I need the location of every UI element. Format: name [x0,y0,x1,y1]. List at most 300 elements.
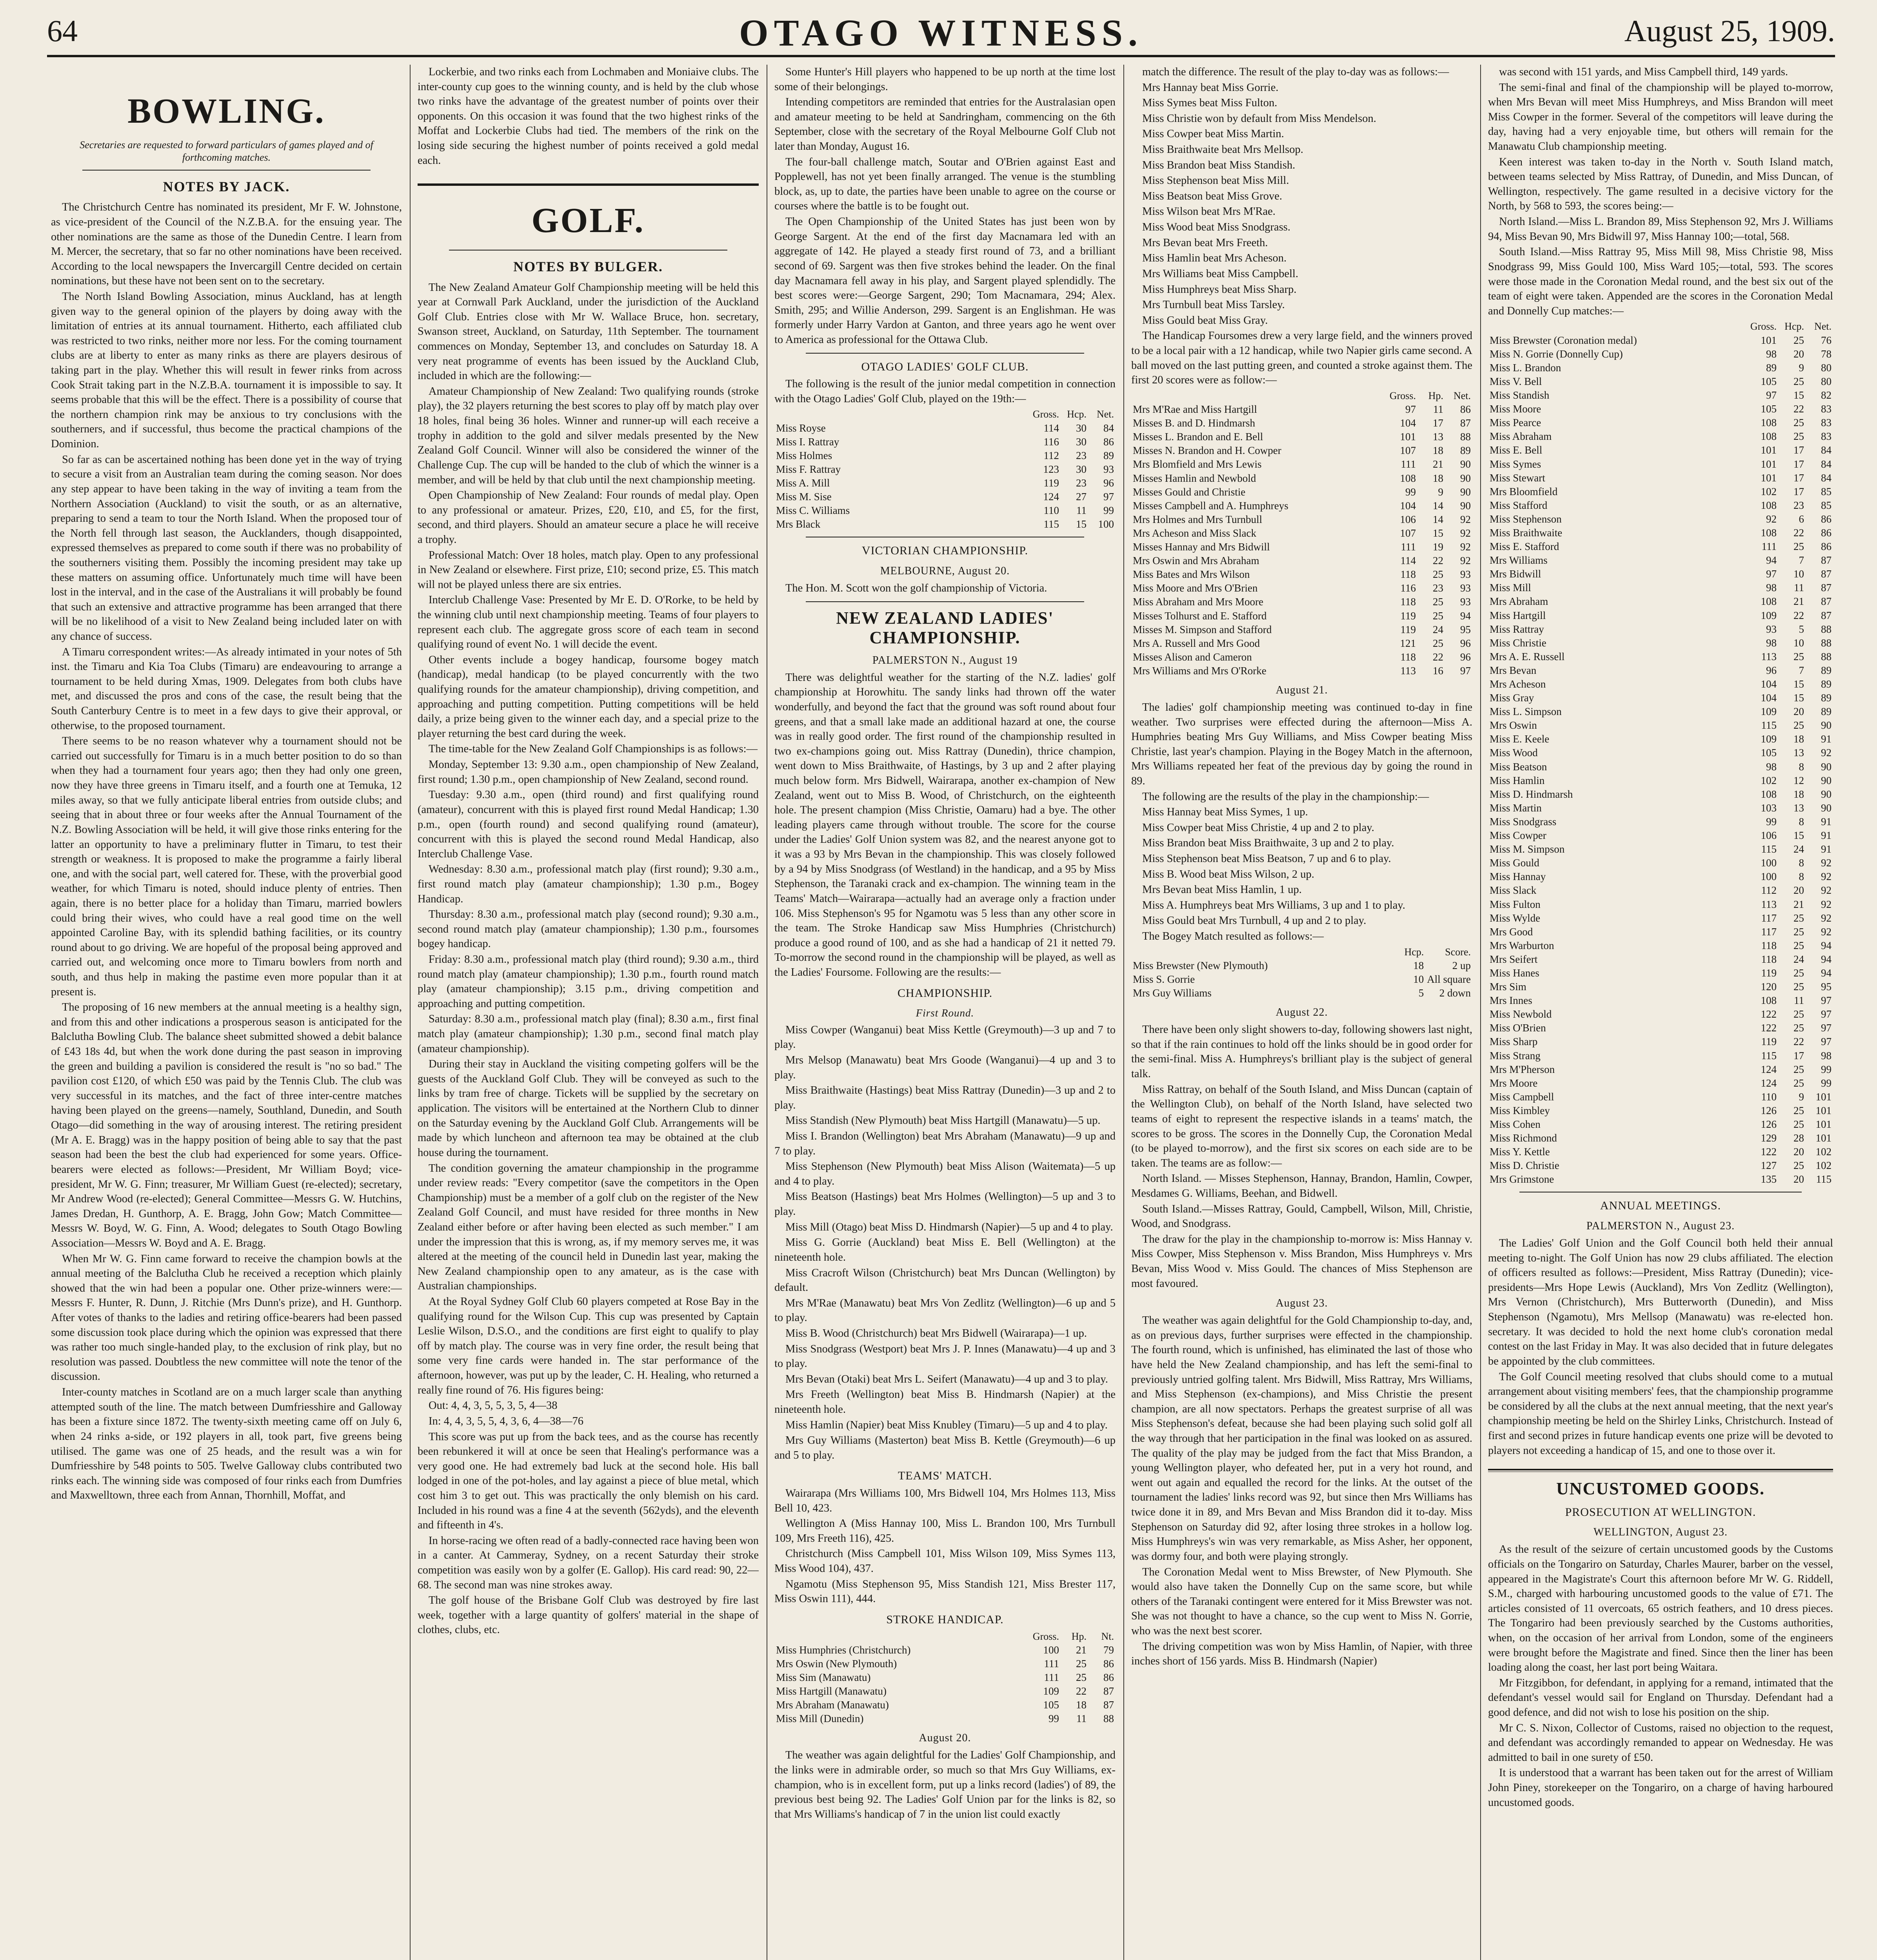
score-cell: 98 [1766,637,1777,649]
score-cell: 25 [1793,1008,1804,1020]
player-name: Mrs Good [1490,926,1533,938]
score-cell: 95 [1821,981,1832,993]
paragraph: Miss Beatson (Hastings) beat Mrs Holmes (Wellington)—5 up and 3 to play. [774,1191,1116,1218]
ladies-medal-table [774,408,1116,531]
score-cell: 111 [1761,541,1777,553]
table-row [1488,581,1833,595]
score-cell: 126 [1761,1104,1777,1116]
player-name: Miss Sim (Manawatu) [776,1671,871,1683]
score-cell: 111 [1044,1671,1059,1683]
divider [806,601,1084,602]
score-cell: 23 [1433,582,1443,594]
customs-article [1488,1542,1833,1810]
score-cell: 25 [1793,939,1804,951]
player-name: Mrs Abraham (Manawatu) [776,1699,889,1711]
score-cell: 25 [1793,334,1804,346]
column-golf [418,65,759,1960]
table-row [1131,457,1472,471]
score-cell: 97 [1405,403,1416,416]
score-cell: 83 [1821,430,1832,443]
table-row [1488,1063,1833,1076]
score-cell: 108 [1761,526,1777,539]
player-name: Miss Moore [1490,403,1541,415]
paragraph: Miss Snodgrass (Westport) beat Mrs J. P. Innes (Manawatu)—4 up and 3 to play. [774,1343,1116,1370]
score-cell: 106 [1761,829,1777,842]
score-cell: 122 [1761,1022,1777,1034]
score-cell: 84 [1821,458,1832,470]
player-name: Mrs Acheson and Miss Slack [1133,527,1256,539]
score-cell: 103 [1761,802,1777,814]
score-cell: 16 [1433,664,1443,677]
score-cell: 87 [1821,568,1832,580]
score-cell: 108 [1761,595,1777,608]
score-cell: 86 [1460,403,1471,416]
player-name: Mrs Warburton [1490,939,1554,951]
score-cell: 90 [1821,774,1832,786]
score-cell: 94 [1821,967,1832,979]
player-name: Miss E. Stafford [1490,541,1559,553]
score-cell: 17 [1793,472,1804,484]
score-cell: 20 [1793,1146,1804,1158]
table-row [1488,567,1833,581]
table-row [1131,472,1472,485]
player-name: Miss Royse [776,422,826,434]
subhead-notes-by-jack: NOTES BY JACK. [163,178,290,194]
score-cell: 124 [1761,1063,1777,1075]
table-row [1488,939,1833,953]
score-cell: 126 [1761,1118,1777,1131]
paragraph: Tuesday: 9.30 a.m., open (third round) and first qualifying round (amateur), concurrent with this is played first round Medal Handicap; 1.30 p.m., open (fourth round) and second qualifying round (amateur), concurrent with this is played the second round Medal Handicap, also Interclub Challenge Vase. [418,789,759,860]
results-list [1131,80,1472,328]
paragraph: Mr Fitzgibbon, for defendant, in applying for a remand, intimated that the defendant's vessel would sail for England on Thursday. Defendant had a good defence, and did not wish to lose his position on the ship. [1488,1677,1833,1719]
score-cell: 20 [1793,884,1804,897]
paragraph: The proposing of 16 new members at the annual meeting is a healthy sign, and from this and other indications a prosperous season is anticipated for the Balclutha Bowling Club. The balance sheet submitted showed a debit balance of £43 18s 4d, but when the work done during the past season in improving the green and building a pavilion is considered the result is "no so bad." The pavilion cost £120, of which £50 was paid by the Tennis Club. The club was very successful in its matches, and the fact of three inter-centre matches having been played on the greens—namely, Southland, Dunedin, and South Otago—did something in the way of arousing interest. The retiring president (Mr A. E. Bragg) was in the happy position of being able to say that the past season had been the best the club had experienced for some years. Office-bearers were elected as follows:—President, Mr William Boyd; vice-president, Mr W. G. Finn; treasurer, Mr William Guest (re-elected); secretary, Mr Andrew Wood (re-elected); General Committee—Messrs G. W. Hutchins, James Dredan, H. Gunthorp, A. E. Bragg, John Gow; Match Committee—Messrs W. Boyd, W. G. Finn, A. Wood; delegates to South Otago Bowling Association—Messrs W. Boyd and A. E. Bragg. [51,1001,402,1249]
player-name: Misses Tolhurst and E. Stafford [1133,610,1267,622]
player-name: Miss Wylde [1490,912,1541,924]
player-name: Miss Abraham [1490,430,1552,443]
score-cell: 11 [1433,403,1443,416]
player-name: Misses Gould and Christie [1133,486,1246,498]
score-cell: 18 [1793,788,1804,800]
score-cell: 92 [1821,871,1832,883]
paragraph: Other events include a bogey handicap, foursome bogey match (handicap), medal handicap (to be played concurrently with the two qualifying rounds for the amateur championship), driving competition, and approaching and putting competition. Putting competitions will be held daily, a prize being given to the winner each day, and a special prize to the player returning the best card during the week. [418,653,759,740]
score-cell: 92 [1821,926,1832,938]
teams-match-heading: TEAMS' MATCH. [898,1469,992,1483]
score-cell: 12 [1793,774,1804,786]
score-cell: 113 [1761,898,1777,910]
score-cell: 25 [1793,650,1804,662]
player-name: Miss Hartgill [1490,609,1546,621]
score-cell: 106 [1400,513,1416,525]
score-cell: 98 [1766,348,1777,360]
prosecution-subhead: PROSECUTION AT WELLINGTON. [1565,1505,1756,1519]
score-cell: 90 [1821,760,1832,773]
score-cell: 13 [1433,431,1443,443]
table-row [1488,788,1833,801]
score-cell: 100 [1098,518,1114,530]
score-cell: 107 [1400,445,1416,457]
score-cell: 18 [1433,445,1443,457]
table-row [1488,499,1833,512]
paragraph: Miss Cowper beat Miss Christie, 4 up and 2 to play. [1142,821,1374,834]
score-cell: 108 [1761,995,1777,1007]
table-row [774,1698,1116,1712]
paragraph: Mrs Hannay beat Miss Gorrie. [1142,81,1279,94]
table-row [1488,829,1833,842]
annual-article [1488,1236,1833,1458]
column-header: Hp. [1428,390,1443,401]
score-cell: 112 [1761,884,1777,897]
table-row [774,1684,1116,1698]
score-cell: 101 [1815,1118,1832,1131]
player-name: Miss D. Hindmarsh [1490,788,1573,800]
score-cell: 97 [1821,1022,1832,1034]
article-continuation [1131,65,1472,80]
column-medals-customs [1488,65,1833,1960]
paragraph: Miss A. Humphreys beat Mrs Williams, 3 up and 1 to play. [1142,899,1405,911]
score-cell: 122 [1761,1008,1777,1020]
column-header: Gross. [1389,390,1416,401]
dateline: August 21. [1276,684,1328,696]
score-cell: 5 [1799,623,1804,635]
table-row [1488,1076,1833,1090]
score-cell: 116 [1043,436,1059,448]
score-cell: 25 [1793,926,1804,938]
score-cell: 86 [1103,1671,1114,1683]
score-cell: 115 [1761,1049,1777,1062]
paragraph: As the result of the seizure of certain uncustomed goods by the Customs officials on the Tongariro on Saturday, Charles Maurer, barber on the vessel, appeared in the Magistrate's Court this afternoon before Mr W. G. Riddell, S.M., charged with harbouring uncustomed goods to the value of £71. The articles consisted of 11 overcoats, 65 ostrich feathers, and 10 dress pieces. The Tongariro had been previously searched by the Customs authorities, when, on the occasion of her arrival from London, some of the engineers were brought before the Magistrate and fined. Since then the liner has been loading along the coast, her last port being Waitara. [1488,1543,1833,1674]
paragraph: North Island.—Miss L. Brandon 89, Miss Stephenson 92, Mrs J. Williams 94, Miss Bevan 90, Mrs Bidwill 97, Miss Hannay 100;—total, 568. [1488,216,1833,243]
score-cell: 91 [1821,829,1832,842]
score-cell: 109 [1761,609,1777,621]
table-header-row [1131,389,1472,403]
divider [82,170,371,171]
paragraph: When Mr W. G. Finn came forward to receive the champion bowls at the annual meeting of the Balclutha Club he received a reception which plainly showed that the win had been a popular one. Other prize-winners were:—Messrs F. Hunter, R. Dunn, J. Ritchie (Mrs Dunn's prize), and H. Gunthorp. After votes of thanks to the ladies and retiring office-bearers had been passed some discussion took place during which the opinion was expressed that there was rather too much single-handed play, to the exclusion of rink play, but no resolution was passed. Doubtless the new committee will note the tenor of the discussion. [51,1252,402,1383]
score-cell: 113 [1761,650,1777,662]
player-name: Mrs Bloomfield [1490,485,1558,497]
player-name: Miss Moore and Mrs O'Brien [1133,582,1258,594]
score-cell: 91 [1821,815,1832,828]
score-cell: 90 [1460,458,1471,470]
score-cell: 129 [1761,1132,1777,1144]
score-cell: 76 [1821,334,1832,346]
score-cell: 109 [1761,706,1777,718]
column-divider [410,65,411,1960]
score-cell: 88 [1460,431,1471,443]
player-name: Miss Campbell [1490,1091,1554,1103]
score-cell: 84 [1821,444,1832,456]
table-row [1488,1021,1833,1035]
score-cell: 23 [1793,499,1804,511]
section-title-bowling: BOWLING. [127,92,325,131]
score-cell: 119 [1761,1036,1777,1048]
paragraph: Miss Rattray, on behalf of the South Island, and Miss Duncan (captain of the Wellington Club), on behalf of the North Island, have selected two teams of eight to represent the respective islands in a teams' match, the scores to be gross. The scores in the Donnelly Cup, the Coronation Medal (to be played to-morrow), and the first six scores on each side are to be taken. The teams are as follow:— [1131,1083,1472,1169]
score-cell: 100 [1761,857,1777,869]
paragraph: Keen interest was taken to-day in the North v. South Island match, between teams selected by Miss Rattray, of Dunedin, and Miss Duncan, of Wellington, respectively. The game resulted in a decisive victory for the North, by 568 to 593, the scores being:— [1488,156,1833,212]
table-row [1488,842,1833,856]
score-cell: 9 [1799,1091,1804,1103]
table-row [1131,499,1472,513]
score-cell: 80 [1821,375,1832,387]
table-row [1488,746,1833,760]
score-cell: 10 [1793,568,1804,580]
table-row [1131,664,1472,678]
table-row [1488,732,1833,746]
table-row [1488,361,1833,375]
score-cell: 22 [1793,609,1804,621]
player-name: Mrs Williams [1490,554,1548,566]
victorian-dateline: MELBOURNE, August 20. [880,565,1010,577]
score-cell: 104 [1761,678,1777,690]
score-cell: 18 [1076,1699,1087,1711]
uncustomed-goods-heading: UNCUSTOMED GOODS. [1556,1479,1765,1499]
paragraph: A Timaru correspondent writes:—As already intimated in your notes of 5th inst. the Timaru and Kia Toa Clubs (Timaru) are endeavouring to arrange a tournament to be held during Xmas, 1909. Delegates from both clubs have met, and discussed the pros and cons of the case, the result being that the South Canterbury Centre is to meet in a few days to give their approval, or otherwise, to the proposed tournament. [51,646,402,732]
score-cell: 108 [1761,788,1777,800]
bogey-intro: The Bogey Match resulted as follows:— [1142,930,1324,943]
score-cell: 25 [1793,1118,1804,1131]
score-cell: 92 [1460,513,1471,525]
stroke-handicap-table [774,1630,1116,1726]
score-cell: 89 [1821,664,1832,676]
table-row [1488,1090,1833,1104]
score-cell: 86 [1821,526,1832,539]
score-cell: All square [1427,973,1471,985]
score-cell: 78 [1821,348,1832,360]
paragraph: Lockerbie, and two rinks each from Lochmaben and Moniaive clubs. The inter-county cup goes to the winning county, and is held by the club whose two rinks have the advantage of the greatest number of points over their opponents. On this occasion it was found that the two highest rinks of the Moffat and Lockerbie Clubs had tied. The members of the rink on the losing side securing the highest number of points received a gold medal each. [418,66,759,167]
paragraph: Miss B. Wood (Christchurch) beat Mrs Bidwell (Wairarapa)—1 up. [785,1327,1087,1339]
score-cell: 88 [1821,623,1832,635]
player-name: Miss Braithwaite [1490,526,1563,539]
paragraph: Professional Match: Over 18 holes, match play. Open to any professional in New Zealand or elsewhere. First prize, £10; second prize, £5. This match will not be played unless there are six entries. [418,549,759,591]
score-cell: 93 [1103,463,1114,475]
score-cell: 93 [1766,623,1777,635]
score-cell: 111 [1401,541,1416,553]
table-row [774,1657,1116,1671]
score-cell: 101 [1815,1091,1832,1103]
score-cell: 101 [1761,334,1777,346]
paragraph: Miss Braithwaite beat Mrs Mellsop. [1142,143,1303,156]
score-cell: 105 [1761,375,1777,387]
score-cell: 11 [1076,1713,1087,1725]
score-cell: 89 [1460,445,1471,457]
paragraph: Mrs Turnbull beat Miss Tarsley. [1142,299,1285,311]
article-body [1131,1022,1472,1291]
score-cell: 2 up [1452,960,1471,971]
column-header: Net. [1453,390,1471,401]
score-cell: 24 [1433,623,1443,635]
score-cell: 15 [1793,389,1804,401]
score-cell: 87 [1821,554,1832,566]
score-cell: 92 [1460,527,1471,539]
score-cell: 110 [1043,505,1059,517]
paragraph: Miss Cracroft Wilson (Christchurch) beat Mrs Duncan (Wellington) by default. [774,1267,1116,1294]
table-row [1488,760,1833,774]
column-header: Hcp. [1404,946,1424,958]
score-cell: 82 [1821,389,1832,401]
score-cell: 116 [1400,582,1416,594]
score-cell: 99 [1766,815,1777,828]
nz-ladies-heading: NEW ZEALAND LADIES' CHAMPIONSHIP. [836,608,1054,648]
table-row [1488,388,1833,402]
score-cell: 15 [1076,518,1087,530]
table-row [1131,444,1472,457]
score-cell: 7 [1799,664,1804,676]
table-row [1488,1172,1833,1186]
score-cell: 22 [1433,651,1443,663]
score-cell: 14 [1433,513,1443,525]
paragraph: The time-table for the New Zealand Golf Championships is as follows:— [429,743,758,755]
score-cell: 92 [1821,857,1832,869]
player-name: Mrs Moore [1490,1077,1538,1089]
column-header: Net. [1814,321,1832,332]
score-cell: 22 [1793,526,1804,539]
score-cell: 86 [1103,436,1114,448]
score-cell: 101 [1815,1104,1832,1116]
player-name: Miss Sharp [1490,1036,1538,1048]
table-row [774,463,1116,476]
paragraph: Miss I. Brandon (Wellington) beat Mrs Abraham (Manawatu)—9 up and 7 to play. [774,1130,1116,1157]
score-cell: 91 [1821,733,1832,745]
player-name: Mrs Innes [1490,995,1532,1007]
score-cell: 87 [1103,1685,1114,1697]
score-cell: 25 [1793,1160,1804,1172]
column-divider [1480,65,1481,1960]
score-cell: 8 [1799,760,1804,773]
paragraph: Miss Humphreys beat Miss Sharp. [1142,283,1297,296]
article-continuation [418,65,759,168]
score-cell: 92 [1460,541,1471,553]
paragraph: Miss Standish (New Plymouth) beat Miss Hartgill (Manawatu)—5 up. [785,1114,1101,1127]
paragraph: The driving competition was won by Miss Hamlin, of Napier, with three inches short of 156 yards. Miss B. Hindmarsh (Napier) [1131,1640,1472,1668]
score-cell: 25 [1793,430,1804,443]
player-name: Miss Symes [1490,458,1541,470]
score-cell: 25 [1793,719,1804,731]
score-cell: 24 [1793,843,1804,855]
score-cell: 23 [1076,477,1087,489]
paragraph: Mrs Bevan beat Mrs Freeth. [1142,236,1268,249]
score-cell: 89 [1821,706,1832,718]
score-cell: 124 [1761,1077,1777,1089]
paragraph: The weather was again delightful for the Ladies' Golf Championship, and the links were in admirable order, so much so that Mrs Guy Williams, ex-champion, who is in excellent form, put up a links record (ladies') of 89, the previous best being 92. The Ladies' Golf Union par for the links is 82, so that Mrs Williams's handicap of 7 in the union list could exactly [774,1749,1116,1820]
table-row [1488,375,1833,388]
table-row [1488,898,1833,911]
table-row [1488,526,1833,540]
paragraph: Miss Beatson beat Miss Grove. [1142,190,1283,202]
championship-heading: CHAMPIONSHIP. [897,986,993,1000]
paragraph: The condition governing the amateur championship in the programme under review reads: "Every competitor (save the competitors in the Open Championship) must be a member of a golf club on the register of the New Zealand Golf Council, and must have resided for three months in New Zealand either before or after having been elected as such member." I am under the impression that this is wrong, as, if my memory serves me, it was altered at the meeting of the council held in Dunedin last year, making the New Zealand championship open to any amateur, as is the case with Australian championships. [418,1162,759,1292]
table-row [1488,416,1833,430]
score-cell: 105 [1043,1699,1059,1711]
paragraph: Mr C. S. Nixon, Collector of Customs, raised no objection to the request, and defendant was accordingly remanded to appear on Wednesday. He was admitted to bail in one surety of £50. [1488,1722,1833,1764]
paragraph: This score was put up from the back tees, and as the course has recently been rebunkered it will at once be seen that Healing's performance was a very good one. He had extremely bad luck at the second hole. His ball lodged in one of the pot-holes, and lay against a piece of blue metal, which cost him 3 to get out. This was practically the only blemish on his card. Included in his round was a fine 4 at the seventh (562yds), and the eleventh and fifteenth in 4's. [418,1430,759,1532]
player-name: Miss C. Williams [776,505,850,517]
victorian-heading: VICTORIAN CHAMPIONSHIP. [861,544,1028,557]
score-cell: 83 [1821,417,1832,429]
score-cell: 117 [1761,912,1777,924]
player-name: Mrs M'Rae and Miss Hartgill [1133,403,1257,416]
table-row [1488,347,1833,361]
score-cell: 108 [1400,472,1416,484]
article-body [1131,700,1472,804]
score-cell: 97 [1766,568,1777,580]
paragraph: Christchurch (Miss Campbell 101, Miss Wilson 109, Miss Symes 113, Miss Wood 104), 437. [774,1548,1116,1575]
table-row [1488,774,1833,788]
paragraph: The Ladies' Golf Union and the Golf Council both held their annual meeting to-night. The Golf Union has now 29 clubs affiliated. The election of officers resulted as follows:—President, Miss Rattray (Dunedin); vice-presidents—Mrs Hope Lewis (Auckland), Mrs Von Zedlitz (Wellington), Mrs Vernon (Christchurch), Mrs Butterworth (Dunedin), and Miss Stephenson (Ngamotu), Mrs Mellsop (Manawatu) was re-elected hon. secretary. It was decided to hold the next home club's coronation medal contest on the last Friday in May. It was also decided that in future delegates be appointed by the club committees. [1488,1237,1833,1367]
score-cell: 114 [1400,555,1416,567]
score-cell: 127 [1761,1160,1777,1172]
score-cell: 104 [1400,417,1416,429]
table-row [1131,609,1472,623]
player-name: Miss Gray [1490,692,1534,704]
score-cell: 119 [1761,967,1777,979]
score-cell: 85 [1821,499,1832,511]
table-row [774,1671,1116,1684]
table-row [774,421,1116,435]
score-cell: 25 [1793,1063,1804,1075]
player-name: Miss M. Sise [776,491,832,503]
table-row [1488,609,1833,622]
score-cell: 115 [1816,1173,1832,1185]
column-header: Gross. [1032,1630,1059,1642]
player-name: Mrs Oswin and Mrs Abraham [1133,555,1259,567]
bogey-table [1131,946,1472,1000]
paragraph: Miss B. Wood beat Miss Wilson, 2 up. [1142,868,1314,880]
score-cell: 96 [1460,637,1471,649]
player-name: Mrs Acheson [1490,678,1546,690]
player-name: Miss Mill (Dunedin) [776,1713,864,1725]
table-row [1131,623,1472,637]
paragraph: There was delightful weather for the starting of the N.Z. ladies' golf championship at Horowhitu. The sandy links had thrown off the water wonderfully, and beyond the fact that the ground was soft round about four greens, and that a small lake made an additional hazard at one, the course was in really good order. The first round of the championship resulted in two ex-champions going out. Miss Rattray (Dunedin), thrice champion, went down to Miss Braithwaite, of Hastings, by 3 up and 2 after playing much below form. Mrs Bidwell, Wairarapa, another ex-champion of New Zealand, went out to Miss B. Wood, of Christchurch, on the eighteenth hole. The present champion (Miss Christie, Oamaru) had a bye. The other leading players came through without trouble. The score for the course under the Ladies' Golf Union system was 82, and the nearest anyone got to it was a 93 by Mrs Bevan in the championship. This was closely followed by a 94 by Miss Snodgrass (of Westland) in the handicap, and a 95 by Miss Stephenson, the Taranaki crack and ex-champion. The winning team in the Teams' Match—Wairarapa—actually had an average only a fraction under 106. Miss Stephenson's 95 for Ngamotu was 5 less than any other score in the team. The Stroke Handicap saw Miss Humphries (Christchurch) produce a good round of 100, and as she had a handicap of 21 it netted 79. To-morrow the second round in the championship will be played, as well as the Ladies' Foursome. Following are the results:— [774,671,1116,978]
score-cell: 11 [1076,505,1087,517]
score-cell: 84 [1103,422,1114,434]
paragraph: Open Championship of New Zealand: Four rounds of medal play. Open to any professional or amateur. Prizes, £20, £10, and £5, for the first, second, and third players. Should an amateur secure a place he will receive a trophy. [418,489,759,546]
paragraph: Intending competitors are reminded that entries for the Australasian open and amateur meeting to be held at Sandringham, commencing on the 6th September, close with the secretary of the Royal Melbourne Golf Club not later than Monday, August 16. [774,96,1116,153]
score-cell: 119 [1043,477,1059,489]
victorian-text: The Hon. M. Scott won the golf championship of Victoria. [785,582,1047,594]
player-name: Miss Hartgill (Manawatu) [776,1685,887,1697]
score-cell: 86 [1103,1657,1114,1670]
score-cell: 99 [1821,1063,1832,1075]
score-cell: 27 [1076,491,1087,503]
table-row [1131,595,1472,609]
score-cell: 121 [1400,637,1416,649]
score-cell: 96 [1460,651,1471,663]
score-cell: 90 [1821,802,1832,814]
paragraph: Miss Cowper (Wanganui) beat Miss Kettle (Greymouth)—3 up and 7 to play. [774,1024,1116,1051]
score-cell: 92 [1821,912,1832,924]
table-row [1131,526,1472,540]
score-cell: 25 [1076,1657,1087,1670]
table-row [1488,870,1833,884]
score-cell: 25 [1793,1022,1804,1034]
score-cell: 105 [1761,747,1777,759]
paragraph: Mrs Melsop (Manawatu) beat Mrs Goode (Wanganui)—4 up and 3 to play. [774,1054,1116,1081]
table-row [1131,485,1472,499]
paragraph: South Island.—Miss Rattray 95, Miss Mill 98, Miss Christie 98, Miss Snodgrass 99, Miss Gould 100, Miss Ward 105;—total, 593. The scores were those made in the Coronation Medal round, and the best six out of the team of eight were taken. Appended are the scores in the Coronation Medal and Donnelly Cup matches:— [1488,246,1833,317]
paragraph: So far as can be ascertained nothing has been done yet in the way of trying to secure a visit from an Australian team during the coming season. Nor does any step appear to have been taking in the way of inviting a team from the Northern Association (Auckland) to visit the south, or as an alternative, preparing to send a team to tour the North Island. When the proposed tour of the North fell through last season, the Aucklanders, though disappointed, expressed themselves as prepared to come south if there was no probability of the southerners visiting them. Possibly the incoming president may take up these matters on assuming office. Unfortunately much time will have been lost in the interval, and in the case of the Australians it will probably be found that such an extensive and attractive programme has been arranged that there will be no likelihood of a visit to New Zealand being included later on with any chance of success. [51,453,402,642]
paragraph: In horse-racing we often read of a badly-connected race having been won in a canter. At Cammeray, Sydney, on a recent Saturday their stroke competition was easily won by a golfer (E. Gallop). His card read: 90, 22—68. The second man was nine strokes away. [418,1534,759,1591]
paragraph: Wednesday: 8.30 a.m., professional match play (first round); 9.30 a.m., first round match play (amateur championship); 1.30 p.m., Bogey Handicap. [418,863,759,905]
score-cell: 101 [1761,444,1777,456]
player-name: Miss O'Brien [1490,1022,1546,1034]
score-cell: 90 [1460,486,1471,498]
player-name: Miss Stephenson [1490,513,1562,525]
paragraph: Out: 4, 4, 3, 5, 5, 3, 5, 4—38 [429,1399,558,1412]
score-cell: 92 [1821,898,1832,910]
page-number: 64 [47,14,78,48]
foursomes-table [1131,389,1472,678]
score-cell: 87 [1460,417,1471,429]
